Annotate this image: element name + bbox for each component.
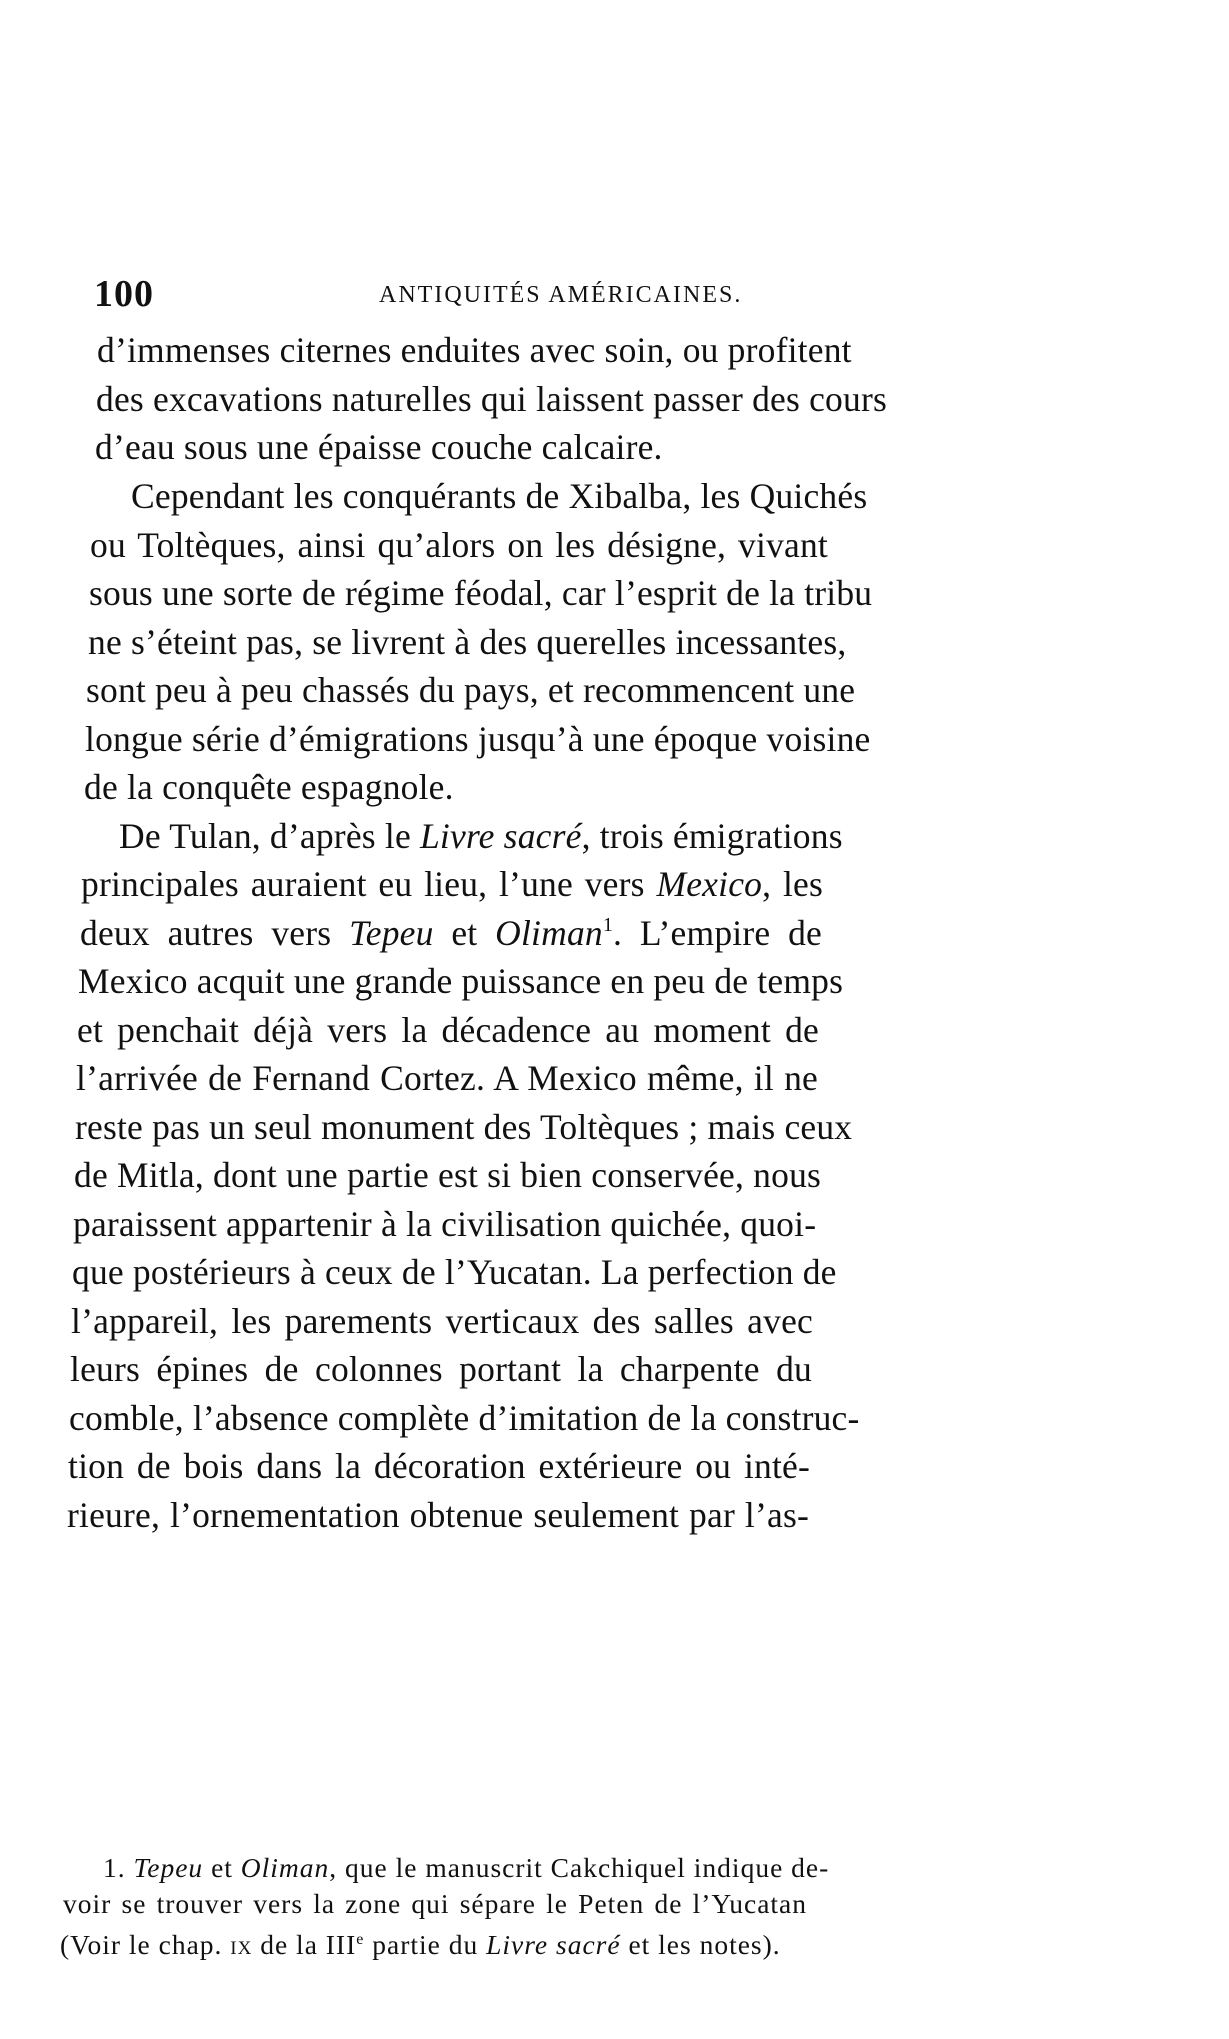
running-title: ANTIQUITÉS AMÉRICAINES. [379,282,743,308]
text-line: de la conquête espagnole. [84,767,454,807]
text-line: rieure, l’ornementation obtenue seulement par l’as- [67,1495,809,1535]
text-segment: partie du [364,1929,487,1961]
italic-place: Tepeu [349,913,434,953]
text-segment: de la III [252,1929,357,1961]
footnote-marker: 1 [602,914,614,936]
italic-place: Oliman [240,1852,330,1883]
text-line: d’immenses citernes enduites avec soin, ou profitent [97,330,852,370]
text-line: reste pas un seul monument des Toltèques ; mais ceux [75,1107,853,1147]
italic-place: Tepeu [133,1852,204,1883]
ordinal-suffix: e [356,1931,365,1948]
text-segment: et [203,1852,241,1883]
footnote-number: 1. [103,1852,134,1883]
text-segment: (Voir le chap. [60,1929,231,1961]
footnote-line [103,1852,830,1884]
text-segment: et [433,913,496,953]
text-line: ou Toltèques, ainsi qu’alors on les désigne, vivant [90,525,828,565]
text-segment: , que le manuscrit Cakchiquel indique de- [329,1852,830,1883]
text-line: ne s’éteint pas, se livrent à des querelles incessantes, [88,622,847,662]
text-line [119,816,843,856]
footnote-line: voir se trouver vers la zone qui sépare le Peten de l’Yucatan [63,1888,807,1919]
text-line [80,913,822,953]
text-line: d’eau sous une épaisse couche calcaire. [95,427,663,467]
italic-place: Oliman [495,913,603,953]
footnote-line [60,1924,781,1965]
text-line: sous une sorte de régime féodal, car l’esprit de la tribu [89,573,873,613]
text-segment: et les notes). [620,1929,781,1961]
text-line: de Mitla, dont une partie est si bien conservée, nous [74,1155,822,1195]
text-line: comble, l’absence complète d’imitation de la construc- [69,1398,860,1438]
text-segment: principales auraient eu lieu, l’une vers [81,864,657,904]
italic-title: Livre sacré [419,816,582,856]
text-line: et penchait déjà vers la décadence au moment de [77,1010,819,1050]
text-line: des excavations naturelles qui laissent passer des cours [96,379,887,419]
text-segment: , les [762,864,823,904]
text-line: Mexico acquit une grande puissance en peu de temps [78,961,844,1001]
text-segment: . L’empire de [613,913,822,953]
chapter-numeral: IX [230,1938,253,1960]
text-segment: deux autres vers [80,913,350,953]
text-line: leurs épines de colonnes portant la charpente du [70,1349,812,1389]
text-line [81,864,823,904]
text-line: longue série d’émigrations jusqu’à une époque voisine [85,719,871,759]
italic-title: Livre sacré [486,1929,621,1961]
page-header [94,272,834,322]
text-line: Cependant les conquérants de Xibalba, les Quichés [131,476,868,516]
text-line: paraissent appartenir à la civilisation quichée, quoi- [73,1204,817,1244]
italic-place: Mexico [656,864,763,904]
text-segment: , trois émigrations [581,816,843,856]
text-line: l’appareil, les parements verticaux des salles avec [71,1301,813,1341]
text-line: que postérieurs à ceux de l’Yucatan. La perfection de [72,1252,837,1292]
text-segment: De Tulan, d’après le [119,816,420,856]
text-line: tion de bois dans la décoration extérieure ou inté- [68,1446,810,1486]
text-line: l’arrivée de Fernand Cortez. A Mexico même, il ne [76,1058,818,1098]
text-line: sont peu à peu chassés du pays, et recommencent une [86,670,856,710]
page-number: 100 [94,273,154,315]
